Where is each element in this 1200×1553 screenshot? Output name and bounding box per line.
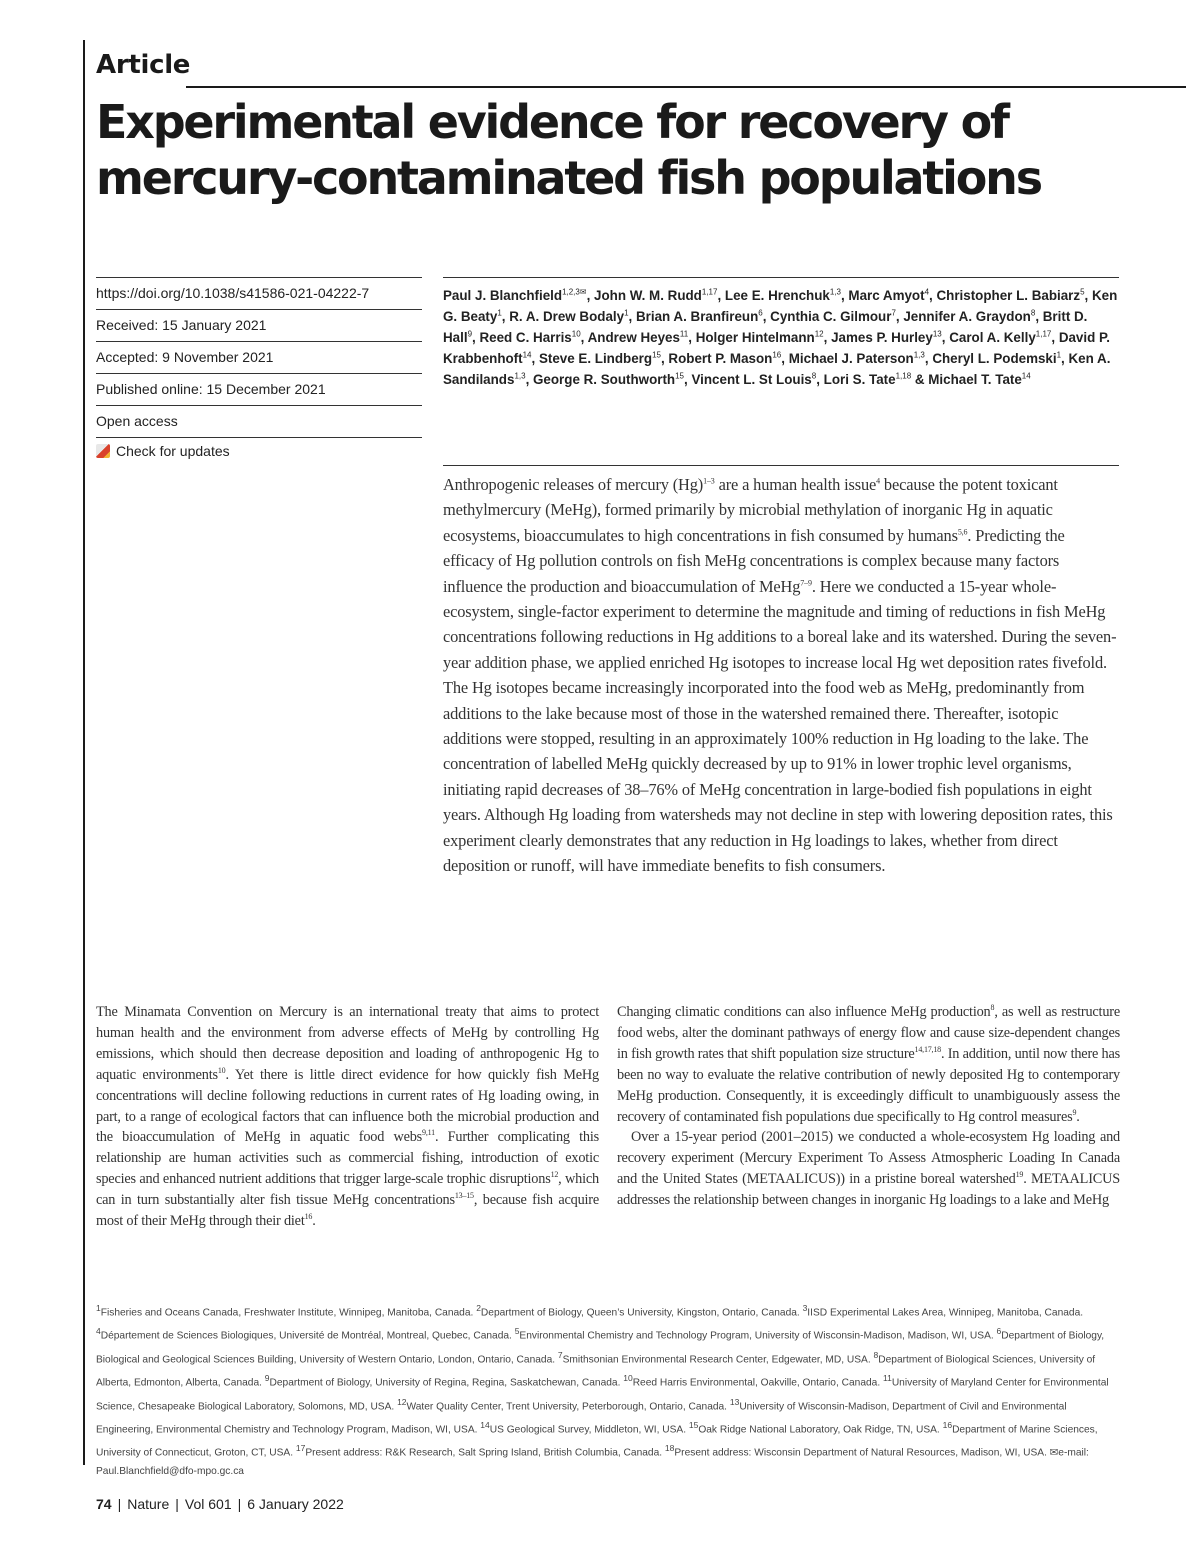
- author-name[interactable]: Jennifer A. Graydon: [903, 309, 1031, 324]
- author-separator: ,: [816, 372, 824, 387]
- author-separator: ,: [688, 330, 696, 345]
- author-separator: ,: [762, 309, 771, 324]
- author-name[interactable]: Andrew Heyes: [587, 330, 680, 345]
- body-column-right: [617, 1002, 1120, 1211]
- reference-superscript: 9: [1072, 1107, 1077, 1117]
- author-affiliation: 9: [467, 329, 473, 339]
- author-name[interactable]: Carol A. Kelly: [949, 330, 1036, 345]
- author-separator: ,: [781, 351, 789, 366]
- author-separator: ,: [660, 351, 669, 366]
- header-rule: [186, 86, 1186, 88]
- body-paragraph: [617, 1002, 1120, 1127]
- author-separator: ,: [895, 309, 904, 324]
- reference-superscript: 6: [996, 1326, 1002, 1337]
- author-name[interactable]: Cheryl L. Podemski: [932, 351, 1057, 366]
- affiliations-footnotes: [96, 1299, 1121, 1481]
- text-run: .: [312, 1213, 316, 1230]
- author-name[interactable]: Britt D. Hall: [443, 309, 1088, 345]
- author-separator: ,: [531, 351, 539, 366]
- text-run: Present address: Wisconsin Department of Natural Resources, Madison, WI, USA.: [674, 1447, 1050, 1459]
- crossmark-icon: [96, 444, 110, 458]
- text-run: Water Quality Center, Trent University, Peterborough, Ontario, Canada.: [406, 1400, 730, 1412]
- author-affiliation: 16: [772, 350, 782, 360]
- author-separator: ,: [1061, 351, 1069, 366]
- text-run: . In addition, until now there has been no way to evaluate the relative contribution of newly deposited Hg to contemporary MeHg production. Consequently, it is exceedingly difficult to unambiguously assess the recovery of contaminated fish populations due specifically to Hg control measures: [617, 1045, 1120, 1125]
- text-run: Over a 15-year period (2001–2015) we conducted a whole-ecosystem Hg loading and recovery experiment (Mercury Experiment To Assess Atmospheric Loading In Canada and the United States (METAALICUS)) in a pristine boreal watershed: [617, 1129, 1120, 1188]
- author-affiliation: 1,3: [514, 371, 526, 381]
- reference-superscript: 16: [942, 1419, 953, 1430]
- author-affiliation: 1: [1056, 350, 1062, 360]
- text-run: Department of Biology, Biological and Geological Sciences Building, University of Western Ontario, London, Ontario, Canada.: [96, 1330, 1105, 1366]
- page-number: 74: [96, 1496, 112, 1512]
- reference-superscript: 7–9: [800, 578, 812, 588]
- text-run: .: [1076, 1108, 1080, 1125]
- article-title: Experimental evidence for recovery of mercury-contaminated fish populations: [96, 95, 1041, 205]
- author-separator: ,: [501, 309, 510, 324]
- author-affiliation: 1,3: [913, 350, 925, 360]
- reference-superscript: 8: [873, 1349, 879, 1360]
- body-paragraph: [96, 1002, 599, 1232]
- check-for-updates-label: Check for updates: [116, 443, 230, 459]
- text-run: Fisheries and Oceans Canada, Freshwater Institute, Winnipeg, Manitoba, Canada.: [100, 1307, 477, 1319]
- text-run: ✉e-mail: Paul.Blanchfield@dfo-mpo.gc.ca: [96, 1447, 1089, 1477]
- author-name[interactable]: Robert P. Mason: [668, 351, 773, 366]
- reference-superscript: 1–3: [703, 476, 715, 486]
- author-name[interactable]: Lee E. Hrenchuk: [724, 288, 830, 303]
- text-run: Département de Sciences Biologiques, Université de Montréal, Montreal, Quebec, Canada.: [100, 1330, 515, 1342]
- page-footer: 74 | Nature | Vol 601 | 6 January 2022: [96, 1496, 344, 1512]
- author-separator: ,: [1084, 288, 1092, 303]
- author-separator: ,: [684, 372, 692, 387]
- author-name[interactable]: Lori S. Tate: [823, 372, 896, 387]
- text-run: . METAALICUS addresses the relationship between changes in inorganic Hg loadings to a lake and MeHg: [617, 1171, 1120, 1209]
- author-name[interactable]: David P. Krabbenhoft: [443, 330, 1110, 366]
- text-run: . Predicting the efficacy of Hg pollution controls on fish MeHg concentrations is complex because many factors influence the production and bioaccumulation of MeHg: [443, 525, 1065, 596]
- text-run: . Here we conducted a 15-year whole-ecosystem, single-factor experiment to determine the magnitude and timing of reductions in fish MeHg concentrations following reductions in Hg additions to a boreal lake and its watershed. During the seven-year addition phase, we applied enriched Hg isotopes to increase local Hg wet deposition rates fivefold. The Hg isotopes became increasingly incorporated into the food web as MeHg, predominantly from additions to the lake because most of those in the watershed remained there. Thereafter, isotopic additions were stopped, resulting in an approximately 100% reduction in Hg loading to the lake. The concentration of labelled MeHg quickly decreased by up to 91% in lower trophic level organisms, initiating rapid decreases of 38–76% of MeHg concentration in large-bodied fish populations in eight years. Although Hg loading from watersheds may not decline in step with lowering deposition rates, this experiment clearly demonstrates that any reduction in Hg loadings to lakes, whether from direct deposition or runoff, will have immediate benefits to fish consumers.: [443, 576, 1117, 876]
- author-separator: ,: [1051, 330, 1059, 345]
- reference-superscript: 4: [876, 476, 880, 486]
- author-name[interactable]: Reed C. Harris: [479, 330, 572, 345]
- author-name[interactable]: James P. Hurley: [831, 330, 933, 345]
- author-affiliation: 1,3: [829, 287, 841, 297]
- author-affiliation: 15: [675, 371, 685, 381]
- page-edge-rule: [83, 40, 85, 1465]
- reference-superscript: 4: [96, 1326, 101, 1337]
- text-run: . Further complicating this relationship are human activities such as commercial fishing, introduction of exotic species and enhanced nutrient additions that trigger large-scale trophic disruptions: [96, 1129, 599, 1188]
- author-name[interactable]: R. A. Drew Bodaly: [509, 309, 625, 324]
- article-metadata: [96, 277, 422, 438]
- reference-superscript: 2: [476, 1303, 481, 1313]
- author-separator: ,: [929, 288, 937, 303]
- author-separator: ,: [586, 288, 595, 303]
- reference-superscript: 19: [1015, 1170, 1024, 1180]
- text-run: Smithsonian Environmental Research Center, Edgewater, MD, USA.: [562, 1354, 874, 1366]
- author-separator: ,: [628, 309, 636, 324]
- author-affiliation: 7: [891, 308, 896, 318]
- author-affiliation: 5: [1080, 287, 1085, 297]
- author-name[interactable]: Vincent L. St Louis: [691, 372, 812, 387]
- text-run: Department of Marine Sciences, University of Connecticut, Groton, CT, USA.: [96, 1424, 1098, 1459]
- text-run: , because fish acquire most of their MeHg through their diet: [96, 1192, 600, 1230]
- reference-superscript: 1: [96, 1303, 101, 1313]
- text-run: US Geological Survey, Middleton, WI, USA.: [489, 1424, 689, 1436]
- author-separator: ,: [1035, 309, 1043, 324]
- author-affiliation: 13: [932, 329, 942, 339]
- author-name[interactable]: Christopher L. Babiarz: [936, 288, 1081, 303]
- author-affiliation: 6: [758, 308, 763, 318]
- author-name[interactable]: Steve E. Lindberg: [538, 351, 653, 366]
- author-name[interactable]: Brian A. Branfireun: [635, 309, 759, 324]
- reference-superscript: 11: [882, 1373, 892, 1384]
- reference-superscript: 8: [990, 1003, 995, 1013]
- author-name[interactable]: Cynthia C. Gilmour: [770, 309, 892, 324]
- author-name[interactable]: Ken A. Sandilands: [443, 351, 1111, 387]
- reference-superscript: 14: [480, 1419, 490, 1430]
- reference-superscript: 14,17,18: [914, 1045, 941, 1055]
- text-run: Oak Ridge National Laboratory, Oak Ridge, TN, USA.: [698, 1424, 943, 1436]
- author-name[interactable]: George R. Southworth: [533, 372, 676, 387]
- volume: Vol 601: [184, 1496, 232, 1512]
- author-affiliation: 1: [624, 308, 629, 318]
- reference-superscript: 16: [304, 1212, 313, 1222]
- text-run: Anthropogenic releases of mercury (Hg): [443, 475, 704, 494]
- author-affiliation: 8: [1030, 308, 1036, 318]
- text-run: University of Wisconsin-Madison, Department of Civil and Environmental Engineering, Environmental Chemistry and Technology Program, Madison, WI, USA.: [96, 1400, 1067, 1436]
- text-run: because the potent toxicant methylmercury (MeHg), formed primarily by microbial methylation of inorganic Hg in aquatic ecosystems, bioaccumulates to high concentrations in fish consumed by humans: [443, 475, 1058, 545]
- author-name[interactable]: Marc Amyot: [848, 288, 925, 303]
- author-separator: ,: [717, 288, 725, 303]
- author-separator: ,: [472, 330, 480, 345]
- author-affiliation: 12: [814, 329, 824, 339]
- text-run: Present address: R&K Research, Salt Spring Island, British Columbia, Canada.: [305, 1447, 665, 1459]
- text-run: Environmental Chemistry and Technology Program, University of Wisconsin-Madison, Madison, WI, USA.: [519, 1330, 997, 1342]
- author-affiliation: 1: [497, 308, 502, 318]
- open-access-label: Open access: [96, 405, 422, 438]
- text-run: are a human health issue: [714, 475, 877, 494]
- body-column-left: [96, 1002, 599, 1232]
- text-run: Department of Biology, Queen’s University, Kingston, Ontario, Canada.: [480, 1307, 803, 1319]
- reference-superscript: 9,11: [422, 1128, 435, 1138]
- text-run: The Minamata Convention on Mercury is an international treaty that aims to protect human health and the environment from adverse effects of MeHg by controlling Hg emissions, which should then decrease deposition and loading of anthropogenic Hg to aquatic environments: [96, 1004, 599, 1083]
- author-affiliation: 10: [571, 329, 581, 339]
- check-for-updates-link[interactable]: [96, 443, 230, 459]
- author-separator: &: [911, 372, 929, 387]
- author-separator: ,: [823, 330, 832, 345]
- author-affiliation: 1,18: [895, 371, 912, 381]
- text-run: . Yet there is little direct evidence for how quickly fish MeHg concentrations will decline following reductions in current rates of Hg loading owing, in part, to a range of ecological factors that can influence both the microbial production and the bioaccumulation of MeHg in aquatic food webs: [96, 1066, 599, 1146]
- text-run: Reed Harris Environmental, Oakville, Ontario, Canada.: [632, 1377, 883, 1389]
- received-date: Received: 15 January 2021: [96, 309, 422, 341]
- author-affiliation: 8: [811, 371, 817, 381]
- author-affiliation: 1,17: [1035, 329, 1052, 339]
- author-separator: ,: [525, 372, 534, 387]
- reference-superscript: 17: [295, 1443, 306, 1454]
- author-affiliation: 14: [1021, 371, 1031, 381]
- author-affiliation: 1,2,3✉: [562, 287, 587, 297]
- author-name[interactable]: Holger Hintelmann: [695, 330, 815, 345]
- issue-date: 6 January 2022: [247, 1496, 344, 1512]
- text-run: Department of Biological Sciences, University of Alberta, Edmonton, Alberta, Canada.: [96, 1354, 1096, 1389]
- author-name[interactable]: Paul J. Blanchfield: [443, 288, 563, 303]
- author-separator: ,: [580, 330, 588, 345]
- author-separator: ,: [924, 351, 933, 366]
- text-run: , which can in turn substantially alter fish tissue MeHg concentrations: [96, 1171, 599, 1209]
- text-run: University of Maryland Center for Environmental Science, Chesapeake Biological Laboratory, Solomons, MD, USA.: [96, 1377, 1109, 1412]
- reference-superscript: 18: [664, 1443, 675, 1454]
- author-separator: ,: [840, 288, 849, 303]
- author-affiliation: 15: [652, 350, 661, 360]
- reference-superscript: 5,6: [957, 527, 968, 537]
- text-run: Changing climatic conditions can also influence MeHg production: [617, 1004, 991, 1020]
- reference-superscript: 15: [688, 1419, 699, 1430]
- reference-superscript: 12: [397, 1396, 407, 1407]
- text-run: Department of Biology, University of Regina, Regina, Saskatchewan, Canada.: [269, 1377, 624, 1389]
- body-paragraph: [617, 1127, 1120, 1211]
- text-run: , as well as restructure food webs, alter the dominant pathways of energy flow and cause size-dependent changes in fish growth rates that shift population size structure: [617, 1004, 1120, 1062]
- reference-superscript: 13: [729, 1396, 740, 1407]
- accepted-date: Accepted: 9 November 2021: [96, 341, 422, 373]
- author-affiliation: 1,17: [701, 287, 718, 297]
- author-affiliation: 14: [522, 350, 532, 360]
- reference-superscript: 10: [217, 1065, 226, 1075]
- author-separator: ,: [941, 330, 950, 345]
- published-date: Published online: 15 December 2021: [96, 373, 422, 405]
- author-list: [443, 277, 1119, 390]
- author-name[interactable]: John W. M. Rudd: [594, 288, 702, 303]
- reference-superscript: 10: [623, 1373, 633, 1384]
- author-affiliation: 4: [924, 287, 930, 297]
- text-run: IISD Experimental Lakes Area, Winnipeg, Manitoba, Canada.: [807, 1307, 1084, 1319]
- author-name[interactable]: Michael T. Tate: [928, 372, 1022, 387]
- reference-superscript: 3: [802, 1303, 808, 1313]
- reference-superscript: 13–15: [454, 1191, 474, 1201]
- reference-superscript: 12: [550, 1170, 559, 1180]
- reference-superscript: 7: [557, 1349, 563, 1360]
- author-name[interactable]: Ken G. Beaty: [443, 288, 1118, 324]
- author-affiliation: 11: [679, 329, 689, 339]
- journal-name: Nature: [127, 1496, 170, 1512]
- abstract: [443, 465, 1119, 879]
- section-label: Article: [96, 50, 191, 80]
- reference-superscript: 5: [514, 1326, 520, 1337]
- doi-link[interactable]: https://doi.org/10.1038/s41586-021-04222-7: [96, 277, 422, 309]
- author-name[interactable]: Michael J. Paterson: [788, 351, 914, 366]
- reference-superscript: 9: [264, 1373, 270, 1384]
